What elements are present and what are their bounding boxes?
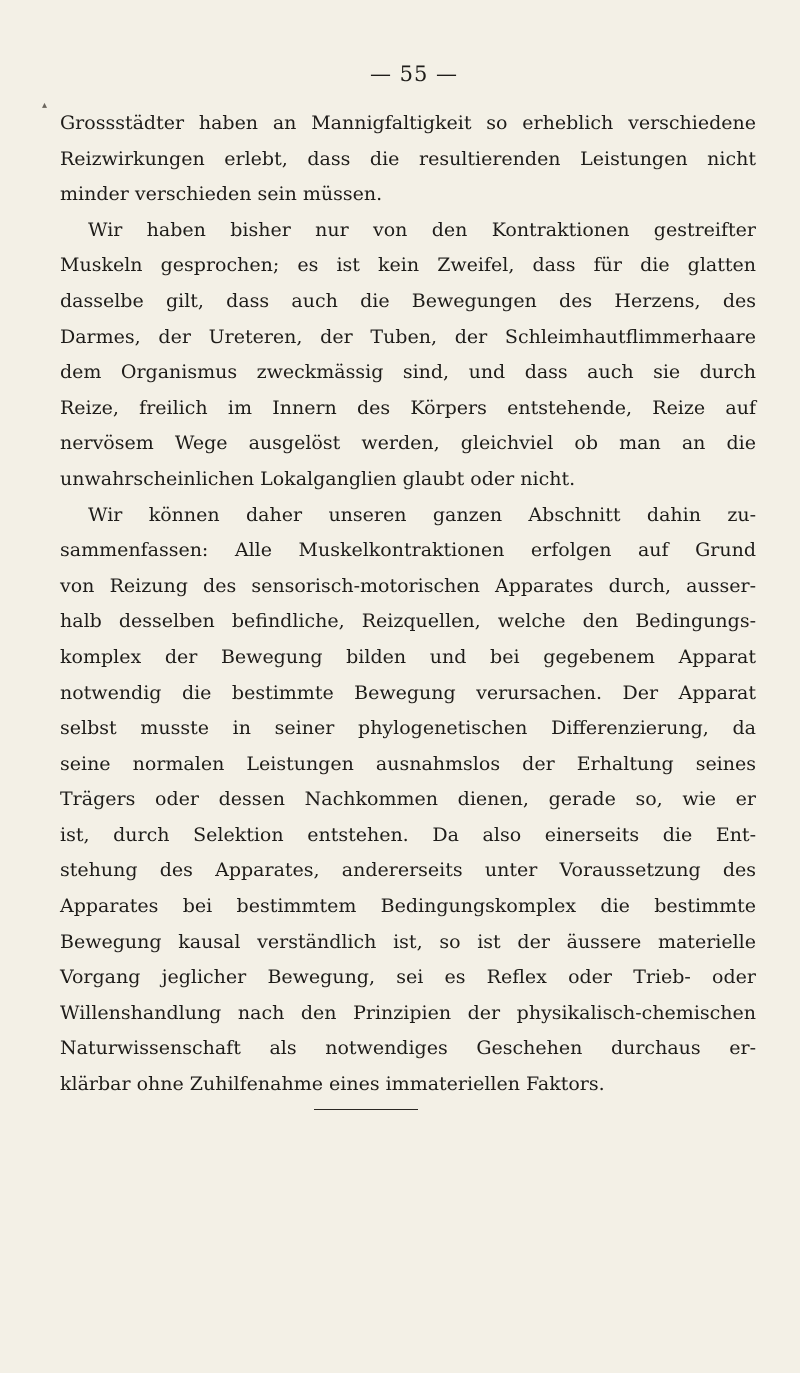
text-line: Vorgang jeglicher Bewegung, sei es Reflex oder Trieb- oder [60, 966, 756, 989]
text-line: stehung des Apparates, andererseits unter Voraussetzung des [60, 859, 756, 882]
print-blemish-mark: ▴ [42, 100, 48, 111]
text-line: Muskeln gesprochen; es ist kein Zweifel, dass für die glatten [60, 254, 756, 277]
text-line: sammenfassen: Alle Muskelkontraktionen erfolgen auf Grund [60, 539, 756, 562]
section-end-rule [314, 1109, 418, 1110]
text-line: komplex der Bewegung bilden und bei gegebenem Apparat [60, 645, 756, 668]
text-line: Apparates bei bestimmtem Bedingungskomplex die bestimmte [60, 895, 756, 918]
body-text [60, 106, 756, 1103]
text-line: nervösem Wege ausgelöst werden, gleichviel ob man an die [60, 432, 756, 455]
page-number: — 55 — [369, 62, 459, 86]
text-line: unwahrscheinlichen Lokalganglien glaubt oder nicht. [60, 467, 576, 490]
text-line: ist, durch Selektion entstehen. Da also einerseits die Ent- [60, 823, 756, 846]
paragraph-start-line: Wir haben bisher nur von den Kontraktionen gestreifter [88, 218, 756, 241]
text-line: von Reizung des sensorisch-motorischen Apparates durch, ausser- [60, 574, 756, 597]
text-line: minder verschieden sein müssen. [60, 183, 383, 206]
text-line: dem Organismus zweckmässig sind, und dass auch sie durch [60, 361, 756, 384]
text-line: Bewegung kausal verständlich ist, so ist der äussere materielle [60, 930, 756, 953]
text-line: Trägers oder dessen Nachkommen dienen, gerade so, wie er [60, 788, 756, 811]
text-line: klärbar ohne Zuhilfenahme eines immateriellen Faktors. [60, 1073, 605, 1096]
text-line: Darmes, der Ureteren, der Tuben, der Schleimhautflimmerhaare [60, 325, 756, 348]
text-line: Reize, freilich im Innern des Körpers entstehende, Reize auf [60, 396, 756, 419]
text-line: Reizwirkungen erlebt, dass die resultierenden Leistungen nicht [60, 147, 756, 170]
text-line: halb desselben befindliche, Reizquellen, welche den Bedingungs- [60, 610, 756, 633]
text-line: dasselbe gilt, dass auch die Bewegungen des Herzens, des [60, 289, 756, 312]
paragraph-start-line: Wir können daher unseren ganzen Abschnitt dahin zu- [88, 503, 756, 526]
text-line: Naturwissenschaft als notwendiges Geschehen durchaus er- [60, 1037, 756, 1060]
text-line: notwendig die bestimmte Bewegung verursachen. Der Apparat [60, 681, 756, 704]
text-line: Willenshandlung nach den Prinzipien der physikalisch-chemischen [60, 1001, 756, 1024]
text-line: seine normalen Leistungen ausnahmslos der Erhaltung seines [60, 752, 756, 775]
text-line: selbst musste in seiner phylogenetischen Differenzierung, da [60, 717, 756, 740]
text-line: Grossstädter haben an Mannigfaltigkeit so erheblich verschiedene [60, 112, 756, 134]
